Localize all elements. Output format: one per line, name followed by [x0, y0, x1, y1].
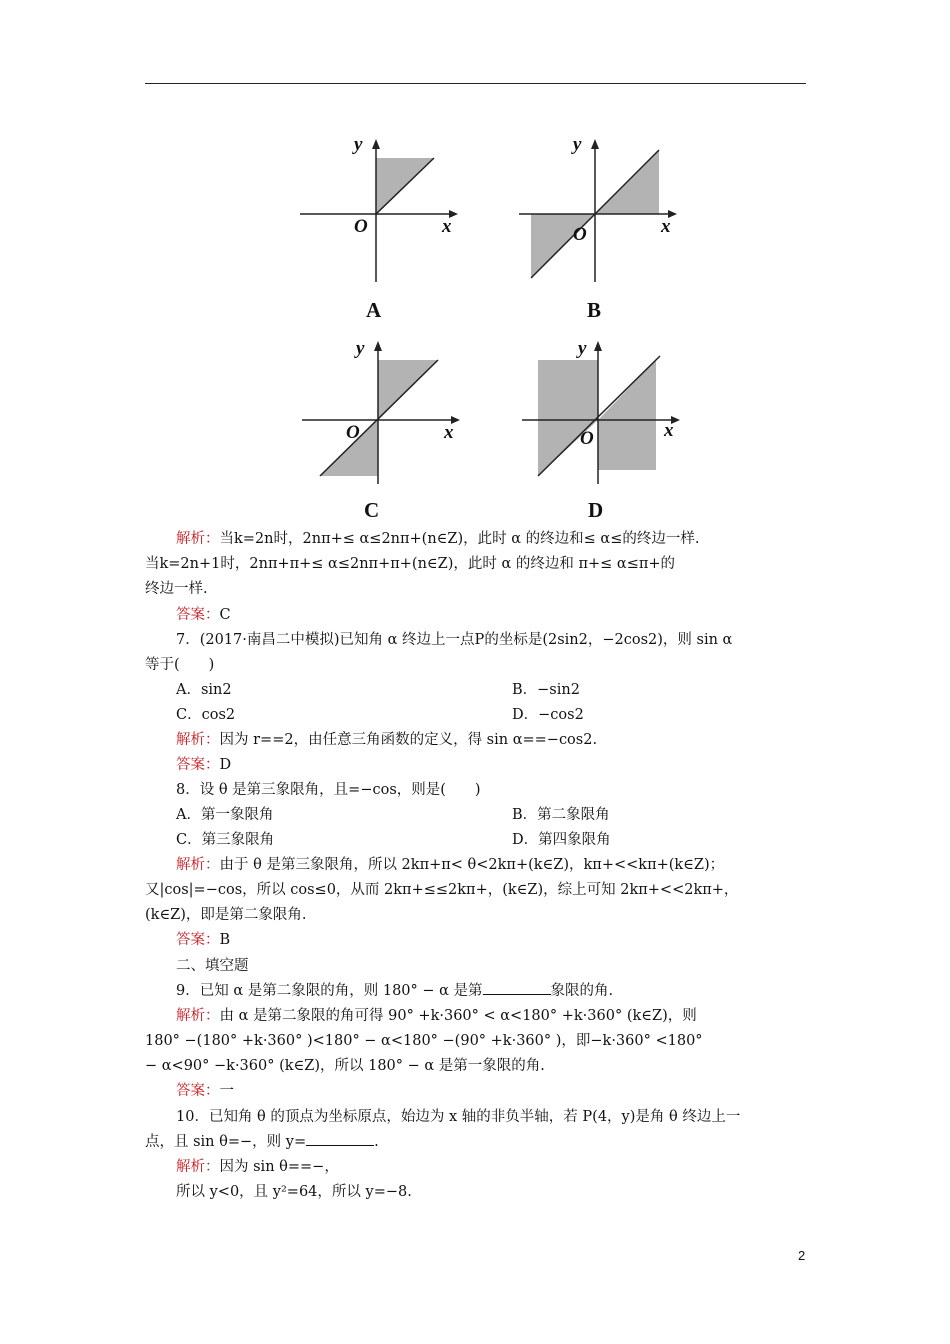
x-axis-label: x: [664, 420, 674, 441]
q8-option-c: C．第三象限角: [176, 832, 275, 848]
q8-answer: 答案：B: [176, 932, 231, 948]
origin-label: O: [573, 224, 587, 245]
q8-analysis-line1: 解析：由于 θ 是第三象限角，所以 2kπ+π< θ<2kπ+(k∈Z)，kπ+<<kπ+(k∈Z)；: [176, 857, 725, 873]
origin-label: O: [346, 422, 360, 443]
q7-stem-line2: 等于( ): [145, 657, 215, 673]
x-axis-label: x: [442, 216, 452, 237]
q9-stem: 9．已知 α 是第二象限的角，则 180° − α 是第 象限的角.: [176, 979, 856, 1004]
q9-analysis-line1: 解析：由 α 是第二象限的角可得 90° +k·360° < α<180° +k·360° (k∈Z)，则: [176, 1008, 697, 1024]
q7-option-c: C．cos2: [176, 707, 236, 723]
y-axis-label: y: [354, 134, 363, 155]
page-number: 2: [798, 1248, 806, 1263]
q8-option-a: A．第一象限角: [176, 807, 274, 823]
q6-analysis-line3: 终边一样.: [145, 581, 208, 597]
q8-analysis-line3: (k∈Z)，即是第二象限角.: [145, 907, 307, 923]
figure-letter: A: [366, 298, 382, 322]
q8-analysis-line2: 又|cos|=−cos，所以 cos≤0，从而 2kπ+≤≤2kπ+，(k∈Z)，综上可知 2kπ+<<2kπ+，: [145, 882, 739, 898]
section-heading: 二、填空题: [176, 958, 249, 974]
q8-options-row2: [176, 828, 856, 853]
q10-stem-line1: 10．已知角 θ 的顶点为坐标原点，始边为 x 轴的非负半轴，若 P(4，y)是角 θ 终边上一: [176, 1109, 741, 1125]
figure-letter: C: [364, 498, 380, 522]
x-axis-label: x: [444, 422, 454, 443]
q7-option-a: A．sin2: [176, 682, 232, 698]
figure-b: [515, 130, 685, 322]
q7-options-row1: [176, 678, 856, 703]
q6-analysis-line2: 当k=2n+1时，2nπ+π+≤ α≤2nπ+π+(n∈Z)，此时 α 的终边和 π+≤ α≤π+的: [145, 556, 676, 572]
figure-letter: B: [587, 298, 602, 322]
q10-blank: [306, 1130, 374, 1146]
q9-blank: [483, 979, 551, 995]
y-axis-label: y: [573, 134, 582, 155]
origin-label: O: [354, 216, 368, 237]
q10-analysis-line2: 所以 y<0，且 y²=64，所以 y=−8.: [176, 1184, 412, 1200]
q9-analysis-line3: − α<90° −k·360° (k∈Z)，所以 180° − α 是第一象限的角.: [145, 1058, 545, 1074]
q7-option-b: B．−sin2: [512, 682, 580, 698]
q10-stem-line2: 点，且 sin θ=−，则 y= .: [145, 1130, 825, 1155]
q10-analysis-line1: 解析：因为 sin θ==−，: [176, 1159, 339, 1175]
q9-analysis-line2: 180° −(180° +k·360° )<180° − α<180° −(90° +k·360° )，即−k·360° <180°: [145, 1033, 703, 1049]
q7-option-d: D．−cos2: [512, 707, 584, 723]
figure-a: [296, 130, 466, 322]
q7-stem-line1: 7．(2017·南昌二中模拟)已知角 α 终边上一点P的坐标是(2sin2，−2cos2)，则 sin α: [176, 632, 733, 648]
figure-letter: D: [588, 498, 604, 522]
q6-analysis-line1: 解析：当k=2n时，2nπ+≤ α≤2nπ+(n∈Z)，此时 α 的终边和≤ α≤的终边一样.: [176, 531, 700, 547]
q8-option-d: D．第四象限角: [512, 832, 611, 848]
q7-options-row2: [176, 703, 856, 728]
q7-analysis: 解析：因为 r==2，由任意三角函数的定义，得 sin α==−cos2.: [176, 732, 598, 748]
y-axis-label: y: [356, 338, 365, 359]
q8-options-row1: [176, 803, 856, 828]
origin-label: O: [580, 428, 594, 449]
q9-answer: 答案：一: [176, 1083, 234, 1099]
x-axis-label: x: [661, 216, 671, 237]
q8-option-b: B．第二象限角: [512, 807, 610, 823]
figure-d: [518, 336, 688, 522]
y-axis-label: y: [578, 338, 587, 359]
q7-answer: 答案：D: [176, 757, 232, 773]
q6-answer: 答案：C: [176, 607, 231, 623]
figure-c: [298, 336, 468, 522]
q8-stem: 8．设 θ 是第三象限角，且=−cos，则是( ): [176, 782, 481, 798]
header-rule: [145, 83, 806, 84]
